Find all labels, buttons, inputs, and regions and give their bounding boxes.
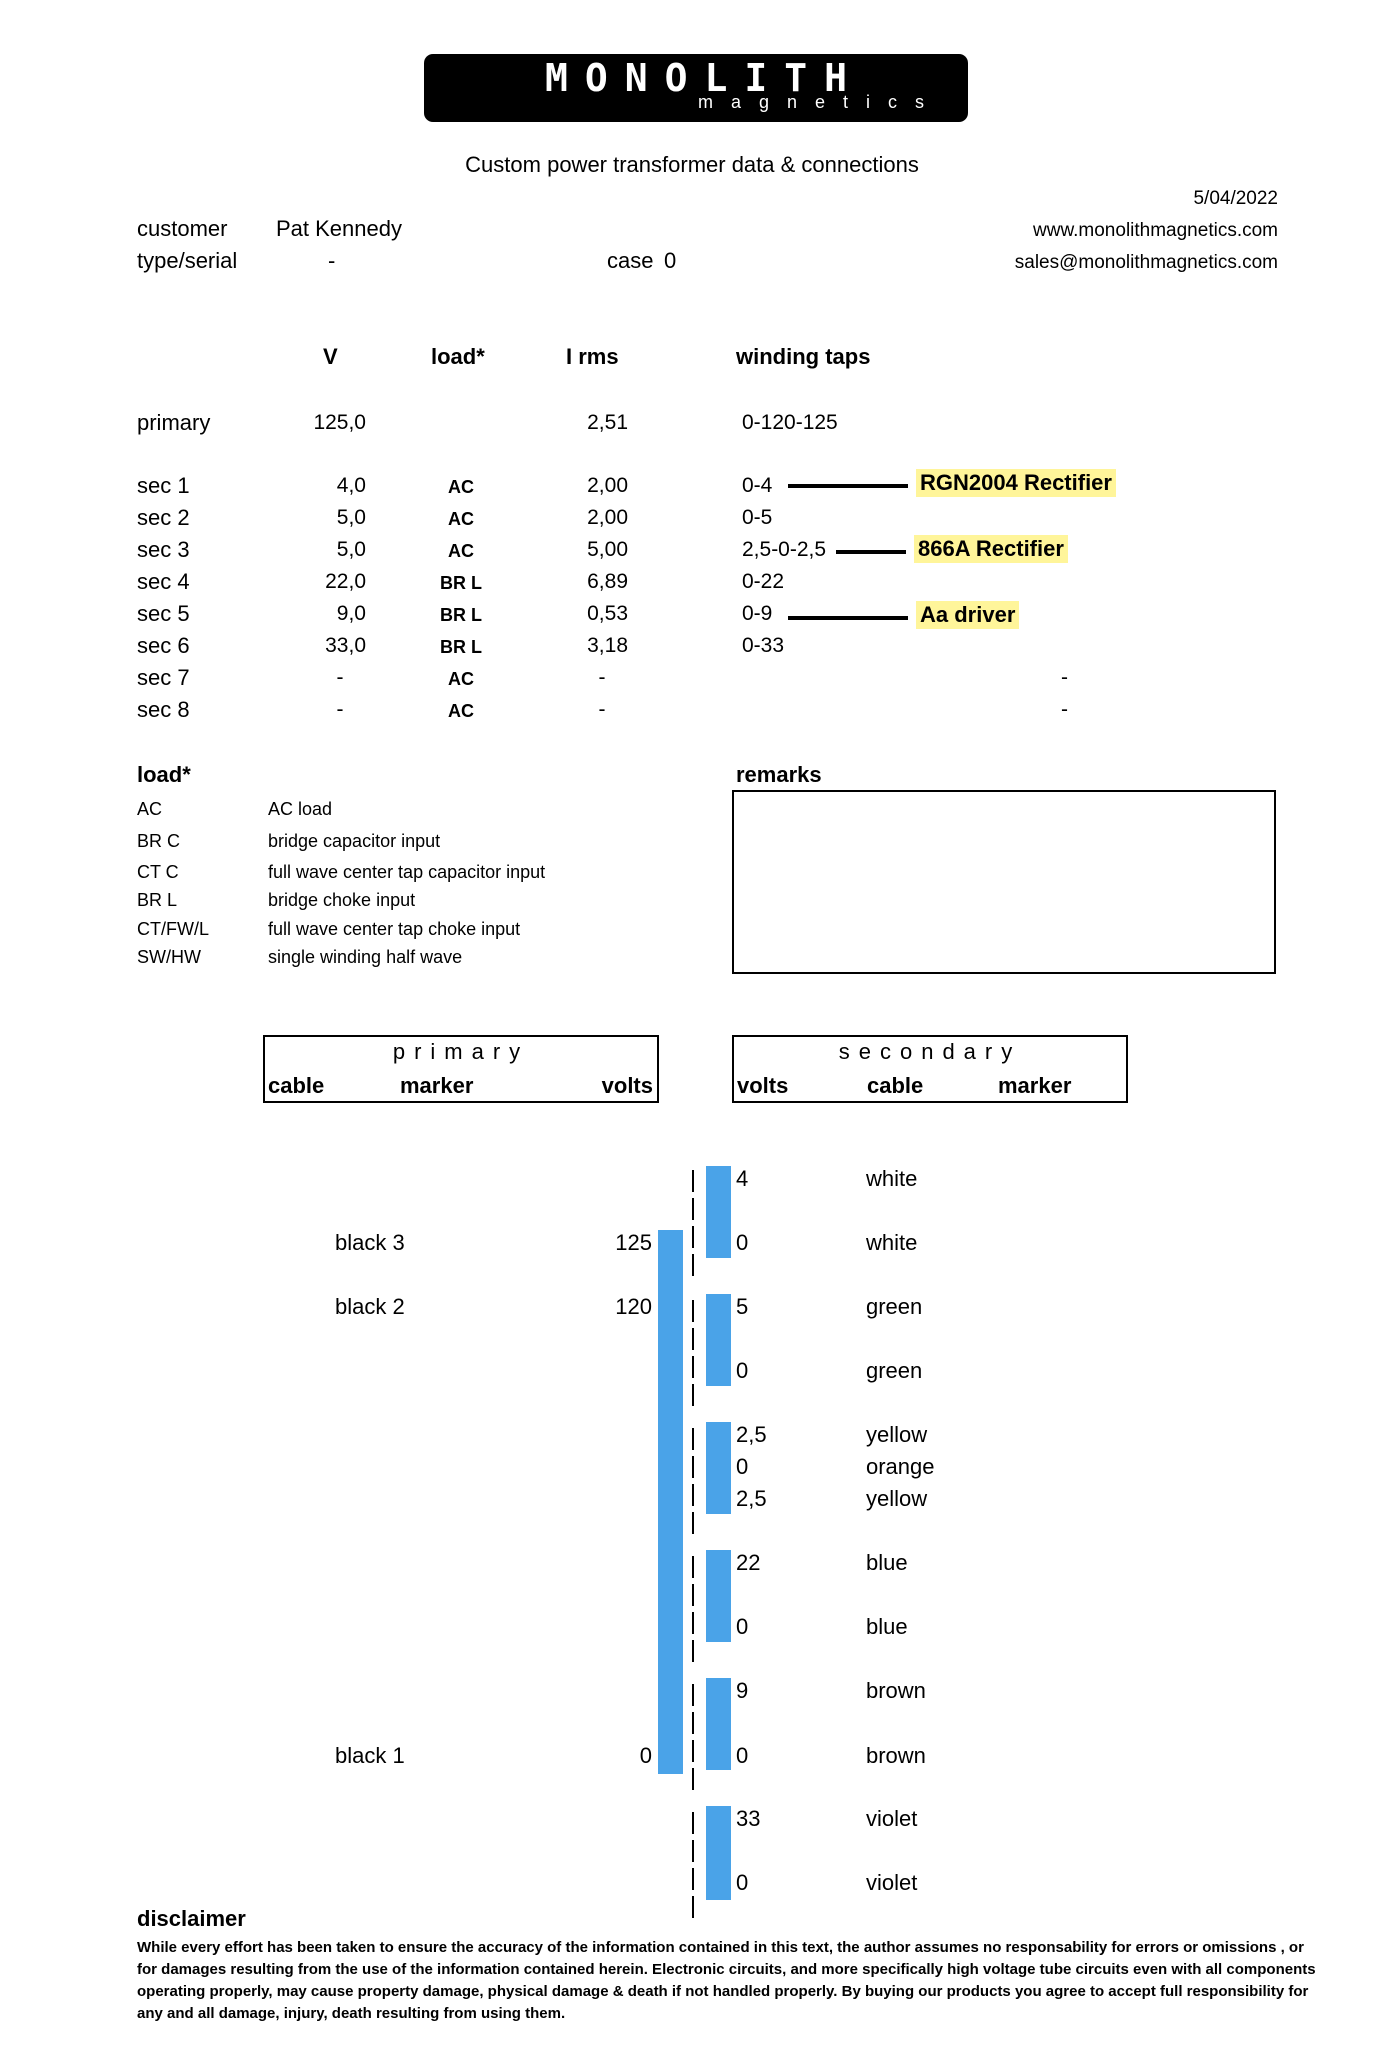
sec-row-irms: 2,00 [587, 474, 628, 497]
sec-row-taps: 0-9 [742, 602, 773, 625]
sec-row-name: sec 3 [137, 537, 190, 562]
sec-row-voltage: - [336, 698, 344, 721]
legend-code: BR C [137, 831, 181, 851]
secondary-wire-volts: 0 [736, 1614, 749, 1639]
secondary-wire-volts: 2,5 [736, 1486, 767, 1511]
sec-row-irms: 5,00 [587, 538, 628, 561]
secondary-wire-cable: brown [866, 1678, 926, 1703]
separator-line [692, 1512, 694, 1534]
separator-line [692, 1640, 694, 1662]
brand-subtitle: magnetics [697, 92, 942, 112]
sec-row-load: BR L [440, 573, 482, 593]
sec-row-end: - [1061, 666, 1068, 689]
primary-box-title: primary [392, 1039, 530, 1064]
leader-line [788, 616, 908, 620]
remark-callout: 866A Rectifier [914, 535, 1068, 563]
primary-row-taps: 0-120-125 [742, 411, 838, 434]
sec-row-irms: 6,89 [587, 570, 628, 593]
legend-desc: bridge capacitor input [268, 831, 441, 851]
primary-winding-bar [658, 1230, 683, 1774]
sec-row-name: sec 6 [137, 633, 190, 658]
sec-row-load: AC [448, 509, 474, 529]
remarks-box [732, 790, 1276, 974]
case-value: 0 [664, 248, 677, 273]
separator-line [692, 1712, 694, 1734]
legend-code: SW/HW [137, 947, 201, 967]
separator-line [692, 1456, 694, 1478]
sec-row-name: sec 1 [137, 473, 190, 498]
sec-row-irms: - [598, 698, 606, 721]
sec-row-voltage: 22,0 [325, 570, 366, 593]
remark-callout: Aa driver [916, 601, 1019, 629]
email: sales@monolithmagnetics.com [1014, 252, 1278, 273]
separator-line [692, 1170, 694, 1192]
document-date: 5/04/2022 [1193, 188, 1278, 209]
sec-row-voltage: 33,0 [325, 634, 366, 657]
legend-desc: single winding half wave [268, 947, 463, 967]
sec-row-taps: 0-22 [742, 570, 785, 593]
secondary-wire-volts: 2,5 [736, 1422, 767, 1447]
separator-line [692, 1684, 694, 1706]
sec-row-taps: 0-5 [742, 506, 773, 529]
legend-code: CT C [137, 862, 179, 882]
remark-callout: RGN2004 Rectifier [916, 469, 1116, 497]
secondary-winding-bar [706, 1550, 731, 1642]
customer-value: Pat Kennedy [276, 216, 402, 241]
brand-logo [424, 54, 968, 122]
separator-line [692, 1768, 694, 1790]
legend-code: BR L [137, 890, 178, 910]
sec-row-taps: 2,5-0-2,5 [742, 538, 827, 561]
sec-row-voltage: 4,0 [336, 474, 366, 497]
sec-row-name: sec 8 [137, 697, 190, 722]
primary-volts-header: volts [601, 1073, 653, 1098]
leader-line [788, 484, 908, 488]
secondary-wire-cable: violet [866, 1806, 918, 1831]
sec-row-voltage: 5,0 [336, 538, 366, 561]
secondary-wire-volts: 4 [736, 1166, 749, 1191]
col-header-load: load* [431, 344, 485, 369]
secondary-wire-volts: 0 [736, 1870, 749, 1895]
sec-row-name: sec 7 [137, 665, 190, 690]
separator-line [692, 1428, 694, 1450]
secondary-wire-volts: 22 [736, 1550, 761, 1575]
primary-wire-volts: 120 [615, 1294, 652, 1319]
primary-wire-cable: black 3 [335, 1230, 405, 1255]
secondary-marker-header: marker [998, 1073, 1072, 1098]
case-label: case [607, 248, 654, 273]
sec-row-irms: - [598, 666, 606, 689]
disclaimer-text: While every effort has been taken to ensure the accuracy of the information contained in this text, the author assumes no responsability for errors or omissions , or for damages resulting from the use of the information contained herein. Electronic circuits, and more specifically high voltage tube circuits even with all components operating properly, may cause property damage, physical damage & death if not handled properly. By buying our products you agree to accept full responsibility for any and all damage, injury, death resulting from using them. [137, 1939, 1316, 2022]
sec-row-load: AC [448, 669, 474, 689]
secondary-volts-header: volts [737, 1073, 789, 1098]
legend-desc: full wave center tap capacitor input [268, 862, 546, 882]
primary-row-irms: 2,51 [587, 411, 628, 434]
customer-label: customer [137, 216, 228, 241]
secondary-wire-cable: white [866, 1230, 918, 1255]
website: www.monolithmagnetics.com [1033, 220, 1278, 241]
primary-marker-header: marker [400, 1073, 474, 1098]
sec-row-load: BR L [440, 605, 482, 625]
secondary-wire-cable: blue [866, 1614, 908, 1639]
secondary-wire-volts: 0 [736, 1230, 749, 1255]
separator-line [692, 1356, 694, 1378]
separator-line [692, 1226, 694, 1248]
sec-row-load: AC [448, 477, 474, 497]
secondary-wire-cable: blue [866, 1550, 908, 1575]
legend-title: load* [137, 762, 191, 787]
leader-line [836, 550, 906, 554]
secondary-cable-header: cable [867, 1073, 924, 1098]
primary-wire-cable: black 2 [335, 1294, 405, 1319]
sec-row-name: sec 2 [137, 505, 190, 530]
separator-line [692, 1300, 694, 1322]
secondary-wire-cable: orange [866, 1454, 935, 1479]
brand-name: MONOLITH [544, 56, 865, 100]
sec-row-irms: 0,53 [587, 602, 628, 625]
separator-line [692, 1740, 694, 1762]
sec-row-taps: 0-33 [742, 634, 785, 657]
primary-wire-volts: 125 [615, 1230, 652, 1255]
secondary-wire-volts: 33 [736, 1806, 761, 1831]
separator-line [692, 1812, 694, 1834]
separator-line [692, 1840, 694, 1862]
sec-row-irms: 2,00 [587, 506, 628, 529]
sec-row-voltage: 9,0 [336, 602, 366, 625]
separator-line [692, 1584, 694, 1606]
secondary-wire-cable: brown [866, 1743, 926, 1768]
secondary-box-title: secondary [838, 1039, 1022, 1064]
sec-row-name: sec 5 [137, 601, 190, 626]
primary-wire-cable: black 1 [335, 1743, 405, 1768]
legend-desc: bridge choke input [268, 890, 416, 910]
sec-row-taps: 0-4 [742, 474, 773, 497]
col-header-v: V [323, 344, 338, 369]
sec-row-end: - [1061, 698, 1068, 721]
remarks-title: remarks [736, 762, 822, 787]
separator-line [692, 1556, 694, 1578]
legend-code: AC [137, 799, 163, 819]
legend-code: CT/FW/L [137, 919, 209, 939]
primary-cable-header: cable [268, 1073, 325, 1098]
secondary-winding-bar [706, 1678, 731, 1770]
secondary-winding-bar [706, 1422, 731, 1514]
separator-line [692, 1384, 694, 1406]
secondary-wire-volts: 0 [736, 1743, 749, 1768]
primary-row-name: primary [137, 410, 211, 435]
secondary-wire-cable: yellow [866, 1422, 928, 1447]
separator-line [692, 1254, 694, 1276]
primary-wire-volts: 0 [639, 1743, 652, 1768]
secondary-wire-cable: white [866, 1166, 918, 1191]
secondary-wire-volts: 0 [736, 1358, 749, 1383]
disclaimer-title: disclaimer [137, 1906, 246, 1931]
sec-row-irms: 3,18 [587, 634, 628, 657]
secondary-wire-volts: 5 [736, 1294, 749, 1319]
sec-row-voltage: 5,0 [336, 506, 366, 529]
separator-line [692, 1198, 694, 1220]
separator-line [692, 1612, 694, 1634]
separator-line [692, 1328, 694, 1350]
secondary-wire-cable: violet [866, 1870, 918, 1895]
type-serial-value: - [328, 248, 336, 273]
document-title: Custom power transformer data & connections [465, 152, 919, 177]
secondary-winding-bar [706, 1166, 731, 1258]
sec-row-load: BR L [440, 637, 482, 657]
secondary-wire-cable: yellow [866, 1486, 928, 1511]
sec-row-voltage: - [336, 666, 344, 689]
primary-row-voltage: 125,0 [313, 411, 366, 434]
type-serial-label: type/serial [137, 248, 238, 273]
sec-row-load: AC [448, 541, 474, 561]
col-header-irms: I rms [566, 344, 619, 369]
secondary-winding-bar [706, 1294, 731, 1386]
secondary-wire-cable: green [866, 1358, 923, 1383]
legend-desc: AC load [268, 799, 333, 819]
sec-row-load: AC [448, 701, 474, 721]
separator-line [692, 1484, 694, 1506]
sec-row-name: sec 4 [137, 569, 190, 594]
separator-line [692, 1868, 694, 1890]
col-header-winding-taps: winding taps [736, 344, 871, 369]
secondary-wire-volts: 9 [736, 1678, 749, 1703]
secondary-winding-bar [706, 1806, 731, 1900]
secondary-wire-volts: 0 [736, 1454, 749, 1479]
separator-line [692, 1896, 694, 1918]
legend-desc: full wave center tap choke input [268, 919, 521, 939]
secondary-wire-cable: green [866, 1294, 923, 1319]
